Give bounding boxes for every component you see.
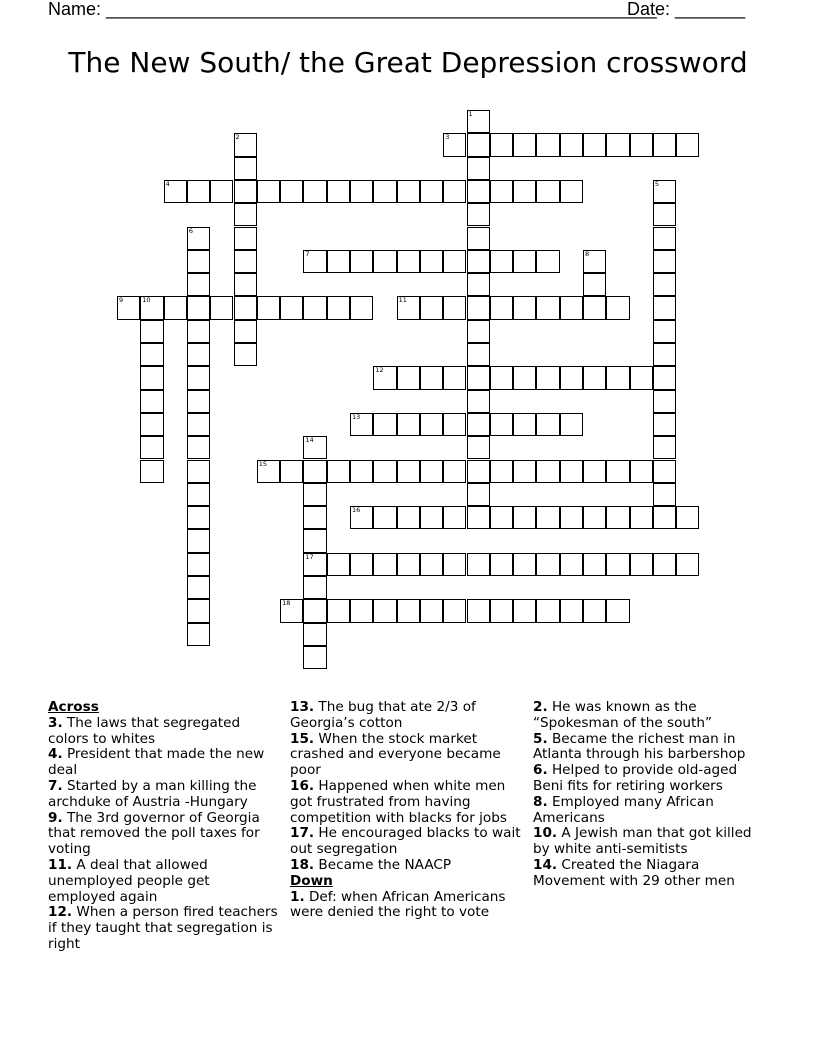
clue-text: The laws that segregated colors to whites [48, 714, 241, 747]
down-clue-1 [290, 890, 522, 922]
grid-cell[interactable] [350, 506, 373, 529]
clue-number: 16. [290, 777, 315, 794]
grid-cell[interactable] [280, 296, 303, 319]
clues-column-1 [48, 700, 280, 953]
clue-number: 18. [290, 856, 315, 873]
grid-cell[interactable] [420, 506, 443, 529]
grid-cell[interactable] [630, 133, 653, 156]
grid-cell[interactable] [490, 250, 513, 273]
cell-number: 10 [142, 296, 151, 305]
clue-text: Started by a man killing the archduke of Austria -Hungary [48, 777, 257, 810]
down-clue-2 [533, 700, 765, 732]
grid-cell[interactable] [187, 390, 210, 413]
grid-cell[interactable] [350, 180, 373, 203]
grid-cell[interactable] [303, 553, 326, 576]
grid-cell[interactable] [653, 343, 676, 366]
grid-cell[interactable] [560, 133, 583, 156]
grid-cell[interactable] [583, 599, 606, 622]
cell-number: 1 [468, 110, 473, 118]
grid-cell[interactable] [467, 343, 490, 366]
grid-cell[interactable] [443, 553, 466, 576]
clue-text: President that made the new deal [48, 746, 265, 779]
grid-cell[interactable] [327, 250, 350, 273]
clue-number: 10. [533, 825, 558, 842]
grid-cell[interactable] [164, 180, 187, 203]
grid-cell[interactable] [210, 180, 233, 203]
grid-cell[interactable] [397, 366, 420, 389]
grid-cell[interactable] [653, 460, 676, 483]
grid-cell[interactable] [303, 483, 326, 506]
clue-text: When the stock market crashed and everyone became poor [290, 730, 501, 779]
grid-cell[interactable] [560, 506, 583, 529]
grid-cell[interactable] [420, 553, 443, 576]
grid-cell[interactable] [420, 460, 443, 483]
grid-cell[interactable] [280, 180, 303, 203]
clue-text: Became the NAACP [318, 856, 452, 873]
grid-cell[interactable] [467, 157, 490, 180]
grid-cell[interactable] [140, 296, 163, 319]
grid-cell[interactable] [536, 460, 559, 483]
grid-cell[interactable] [560, 180, 583, 203]
grid-cell[interactable] [630, 553, 653, 576]
grid-cell[interactable] [350, 553, 373, 576]
grid-cell[interactable] [234, 320, 257, 343]
grid-cell[interactable] [467, 599, 490, 622]
grid-cell[interactable] [653, 133, 676, 156]
grid-cell[interactable] [140, 390, 163, 413]
grid-cell[interactable] [653, 227, 676, 250]
grid-cell[interactable] [490, 553, 513, 576]
grid-cell[interactable] [140, 366, 163, 389]
grid-cell[interactable] [327, 553, 350, 576]
grid-cell[interactable] [536, 506, 559, 529]
down-clue-14 [533, 858, 765, 890]
grid-cell[interactable] [653, 320, 676, 343]
grid-cell[interactable] [653, 250, 676, 273]
clue-text: The 3rd governor of Georgia that removed the poll taxes for voting [48, 809, 260, 858]
grid-cell[interactable] [490, 506, 513, 529]
grid-cell[interactable] [606, 133, 629, 156]
clue-number: 12. [48, 904, 73, 921]
grid-cell[interactable] [536, 553, 559, 576]
grid-cell[interactable] [397, 599, 420, 622]
grid-cell[interactable] [606, 599, 629, 622]
grid-cell[interactable] [653, 203, 676, 226]
grid-cell[interactable] [583, 133, 606, 156]
grid-cell[interactable] [490, 366, 513, 389]
down-clue-10 [533, 826, 765, 858]
grid-cell[interactable] [234, 157, 257, 180]
clue-text: A Jewish man that got killed by white anti-semitists [533, 825, 752, 858]
grid-cell[interactable] [397, 250, 420, 273]
grid-cell[interactable] [187, 296, 210, 319]
grid-cell[interactable] [653, 390, 676, 413]
grid-cell[interactable] [373, 460, 396, 483]
grid-cell[interactable] [513, 180, 536, 203]
grid-cell[interactable] [187, 483, 210, 506]
page-title: The New South/ the Great Depression crossword [68, 46, 748, 79]
grid-cell[interactable] [676, 506, 699, 529]
grid-cell[interactable] [443, 180, 466, 203]
grid-cell[interactable] [117, 296, 140, 319]
grid-cell[interactable] [420, 180, 443, 203]
grid-cell[interactable] [536, 413, 559, 436]
grid-cell[interactable] [653, 436, 676, 459]
grid-cell[interactable] [513, 250, 536, 273]
grid-cell[interactable] [467, 180, 490, 203]
worksheet-header [0, 0, 816, 24]
grid-cell[interactable] [467, 227, 490, 250]
clue-number: 6. [533, 762, 548, 779]
cell-number: 13 [352, 412, 361, 421]
clues-section [0, 700, 816, 1000]
grid-cell[interactable] [187, 273, 210, 296]
grid-cell[interactable] [257, 180, 280, 203]
grid-cell[interactable] [653, 483, 676, 506]
grid-cell[interactable] [303, 180, 326, 203]
grid-cell[interactable] [606, 296, 629, 319]
grid-cell[interactable] [630, 506, 653, 529]
grid-cell[interactable] [373, 506, 396, 529]
date-field[interactable]: Date: _______ [627, 0, 746, 19]
grid-cell[interactable] [653, 553, 676, 576]
grid-cell[interactable] [397, 460, 420, 483]
grid-cell[interactable] [373, 599, 396, 622]
grid-cell[interactable] [187, 576, 210, 599]
grid-cell[interactable] [467, 553, 490, 576]
grid-cell[interactable] [187, 180, 210, 203]
grid-cell[interactable] [467, 390, 490, 413]
grid-cell[interactable] [234, 180, 257, 203]
grid-cell[interactable] [467, 273, 490, 296]
grid-cell[interactable] [187, 460, 210, 483]
grid-cell[interactable] [560, 413, 583, 436]
grid-cell[interactable] [467, 250, 490, 273]
grid-cell[interactable] [467, 366, 490, 389]
grid-cell[interactable] [536, 180, 559, 203]
clue-text: He was known as the “Spokesman of the south” [533, 699, 713, 731]
grid-cell[interactable] [583, 366, 606, 389]
grid-cell[interactable] [467, 203, 490, 226]
grid-cell[interactable] [630, 366, 653, 389]
grid-cell[interactable] [583, 460, 606, 483]
grid-cell[interactable] [303, 506, 326, 529]
cell-number: 12 [375, 366, 384, 375]
grid-cell[interactable] [536, 366, 559, 389]
grid-cell[interactable] [583, 506, 606, 529]
grid-cell[interactable] [327, 599, 350, 622]
grid-cell[interactable] [234, 133, 257, 156]
grid-cell[interactable] [187, 599, 210, 622]
cell-number: 5 [654, 179, 660, 188]
grid-cell[interactable] [234, 227, 257, 250]
grid-cell[interactable] [443, 413, 466, 436]
across-clue-18 [290, 858, 522, 874]
grid-cell[interactable] [397, 506, 420, 529]
grid-cell[interactable] [653, 506, 676, 529]
grid-cell[interactable] [397, 180, 420, 203]
clue-text: Def: when African Americans were denied the right to vote [290, 888, 506, 921]
grid-cell[interactable] [234, 250, 257, 273]
grid-cell[interactable] [653, 180, 676, 203]
clue-text: Employed many African Americans [533, 793, 714, 826]
clue-number: 1. [290, 888, 305, 905]
across-clue-17 [290, 826, 522, 858]
grid-cell[interactable] [350, 599, 373, 622]
clue-number: 17. [290, 825, 315, 842]
grid-cell[interactable] [513, 413, 536, 436]
clue-text: The bug that ate 2/3 of Georgia’s cotton [290, 699, 476, 731]
grid-cell[interactable] [234, 296, 257, 319]
cell-number: 17 [305, 552, 314, 561]
grid-cell[interactable] [303, 576, 326, 599]
grid-cell[interactable] [187, 320, 210, 343]
grid-cell[interactable] [257, 296, 280, 319]
clue-number: 8. [533, 793, 548, 810]
grid-cell[interactable] [560, 460, 583, 483]
grid-cell[interactable] [303, 250, 326, 273]
grid-cell[interactable] [513, 460, 536, 483]
cell-number: 18 [282, 599, 291, 608]
grid-cell[interactable] [373, 553, 396, 576]
grid-cell[interactable] [303, 296, 326, 319]
grid-cell[interactable] [606, 553, 629, 576]
grid-cell[interactable] [467, 506, 490, 529]
grid-cell[interactable] [327, 180, 350, 203]
grid-cell[interactable] [653, 413, 676, 436]
clue-text: When a person fired teachers if they taught that segregation is right [48, 904, 278, 952]
grid-cell[interactable] [140, 460, 163, 483]
grid-cell[interactable] [187, 436, 210, 459]
grid-cell[interactable] [630, 460, 653, 483]
grid-cell[interactable] [653, 273, 676, 296]
cell-number: 2 [235, 133, 240, 142]
clue-number: 3. [48, 714, 63, 731]
cell-number: 4 [165, 179, 170, 188]
grid-cell[interactable] [606, 460, 629, 483]
grid-cell[interactable] [467, 413, 490, 436]
grid-cell[interactable] [536, 296, 559, 319]
across-clue-12 [48, 905, 280, 952]
clue-number: 9. [48, 809, 63, 826]
grid-cell[interactable] [303, 529, 326, 552]
grid-cell[interactable] [583, 296, 606, 319]
grid-cell[interactable] [187, 553, 210, 576]
across-clue-7 [48, 779, 280, 811]
grid-cell[interactable] [350, 296, 373, 319]
grid-cell[interactable] [676, 553, 699, 576]
cell-number: 3 [445, 133, 450, 142]
grid-cell[interactable] [536, 250, 559, 273]
cell-number: 6 [188, 226, 194, 235]
grid-cell[interactable] [373, 180, 396, 203]
grid-cell[interactable] [210, 296, 233, 319]
grid-cell[interactable] [303, 436, 326, 459]
clue-text: Helped to provide old-aged Beni fits for retiring workers [533, 762, 738, 794]
grid-cell[interactable] [257, 460, 280, 483]
grid-cell[interactable] [373, 366, 396, 389]
grid-cell[interactable] [490, 296, 513, 319]
grid-cell[interactable] [397, 553, 420, 576]
cell-number: 7 [305, 249, 310, 258]
down-clue-8 [533, 795, 765, 827]
name-field[interactable]: Name: _______________________________________________________ [48, 0, 657, 19]
clue-number: 4. [48, 746, 63, 763]
grid-cell[interactable] [350, 460, 373, 483]
clue-number: 14. [533, 856, 558, 873]
grid-cell[interactable] [467, 320, 490, 343]
grid-cell[interactable] [443, 460, 466, 483]
grid-cell[interactable] [443, 133, 466, 156]
across-clue-11 [48, 858, 280, 905]
across-clue-16 [290, 779, 522, 826]
grid-cell[interactable] [676, 133, 699, 156]
grid-cell[interactable] [606, 366, 629, 389]
grid-cell[interactable] [443, 250, 466, 273]
grid-cell[interactable] [490, 413, 513, 436]
grid-cell[interactable] [583, 273, 606, 296]
grid-cell[interactable] [560, 296, 583, 319]
grid-cell[interactable] [420, 366, 443, 389]
clues-column-2 [290, 700, 522, 921]
grid-cell[interactable] [187, 366, 210, 389]
down-heading: Down [290, 872, 333, 889]
down-clue-6 [533, 763, 765, 795]
grid-cell[interactable] [350, 413, 373, 436]
grid-cell[interactable] [280, 460, 303, 483]
cell-number: 14 [305, 436, 314, 445]
grid-cell[interactable] [536, 133, 559, 156]
down-clue-5 [533, 732, 765, 764]
grid-cell[interactable] [187, 506, 210, 529]
grid-cell[interactable] [327, 296, 350, 319]
grid-cell[interactable] [187, 250, 210, 273]
grid-cell[interactable] [234, 343, 257, 366]
grid-cell[interactable] [373, 413, 396, 436]
grid-cell[interactable] [140, 320, 163, 343]
clue-number: 15. [290, 730, 315, 747]
clue-number: 2. [533, 699, 548, 715]
clues-column-3 [533, 700, 765, 890]
grid-cell[interactable] [303, 623, 326, 646]
grid-cell[interactable] [583, 553, 606, 576]
grid-cell[interactable] [467, 436, 490, 459]
grid-cell[interactable] [490, 460, 513, 483]
cell-number: 16 [352, 506, 361, 515]
grid-cell[interactable] [187, 529, 210, 552]
grid-cell[interactable] [467, 460, 490, 483]
across-clue-13 [290, 700, 522, 732]
clue-number: 7. [48, 777, 63, 794]
grid-cell[interactable] [467, 110, 490, 133]
grid-cell[interactable] [140, 413, 163, 436]
grid-cell[interactable] [536, 599, 559, 622]
grid-cell[interactable] [420, 296, 443, 319]
grid-cell[interactable] [234, 273, 257, 296]
grid-cell[interactable] [653, 296, 676, 319]
grid-cell[interactable] [513, 553, 536, 576]
grid-cell[interactable] [467, 483, 490, 506]
across-clue-9 [48, 811, 280, 858]
grid-cell[interactable] [187, 343, 210, 366]
grid-cell[interactable] [397, 296, 420, 319]
grid-cell[interactable] [560, 553, 583, 576]
grid-cell[interactable] [303, 460, 326, 483]
clue-number: 11. [48, 856, 73, 873]
grid-cell[interactable] [490, 133, 513, 156]
grid-cell[interactable] [420, 250, 443, 273]
clue-text: He encouraged blacks to wait out segregation [290, 825, 521, 858]
cell-number: 9 [119, 296, 124, 305]
grid-cell[interactable] [164, 296, 187, 319]
grid-cell[interactable] [350, 250, 373, 273]
grid-cell[interactable] [327, 460, 350, 483]
grid-cell[interactable] [373, 250, 396, 273]
grid-cell[interactable] [513, 599, 536, 622]
grid-cell[interactable] [443, 296, 466, 319]
grid-cell[interactable] [280, 599, 303, 622]
grid-cell[interactable] [490, 599, 513, 622]
cell-number: 8 [585, 249, 590, 258]
grid-cell[interactable] [187, 623, 210, 646]
grid-cell[interactable] [560, 599, 583, 622]
grid-cell[interactable] [583, 250, 606, 273]
grid-cell[interactable] [140, 343, 163, 366]
grid-cell[interactable] [187, 413, 210, 436]
clue-text: A deal that allowed unemployed people get employed again [48, 856, 210, 905]
grid-cell[interactable] [420, 413, 443, 436]
cell-number: 11 [398, 296, 407, 305]
grid-cell[interactable] [606, 506, 629, 529]
grid-cell[interactable] [513, 366, 536, 389]
grid-cell[interactable] [653, 366, 676, 389]
grid-cell[interactable] [303, 646, 326, 669]
grid-cell[interactable] [140, 436, 163, 459]
grid-cell[interactable] [443, 599, 466, 622]
across-clue-4 [48, 747, 280, 779]
across-clue-3 [48, 716, 280, 748]
grid-cell[interactable] [443, 506, 466, 529]
clue-text: Became the richest man in Atlanta through his barbershop [533, 730, 746, 763]
grid-cell[interactable] [397, 413, 420, 436]
cell-number: 15 [258, 459, 268, 468]
grid-cell[interactable] [467, 133, 490, 156]
grid-cell[interactable] [420, 599, 443, 622]
grid-cell[interactable] [513, 506, 536, 529]
clue-text: Created the Niagara Movement with 29 other men [533, 856, 735, 889]
grid-cell[interactable] [560, 366, 583, 389]
grid-cell[interactable] [443, 366, 466, 389]
grid-cell[interactable] [513, 133, 536, 156]
grid-cell[interactable] [303, 599, 326, 622]
grid-cell[interactable] [513, 296, 536, 319]
clue-number: 5. [533, 730, 548, 747]
grid-cell[interactable] [467, 296, 490, 319]
grid-cell[interactable] [234, 203, 257, 226]
grid-cell[interactable] [490, 180, 513, 203]
clue-text: Happened when white men got frustrated from having competition with blacks for jobs [290, 777, 507, 826]
grid-cell[interactable] [187, 227, 210, 250]
across-heading: Across [48, 699, 99, 715]
clue-number: 13. [290, 699, 315, 715]
across-clue-15 [290, 732, 522, 779]
